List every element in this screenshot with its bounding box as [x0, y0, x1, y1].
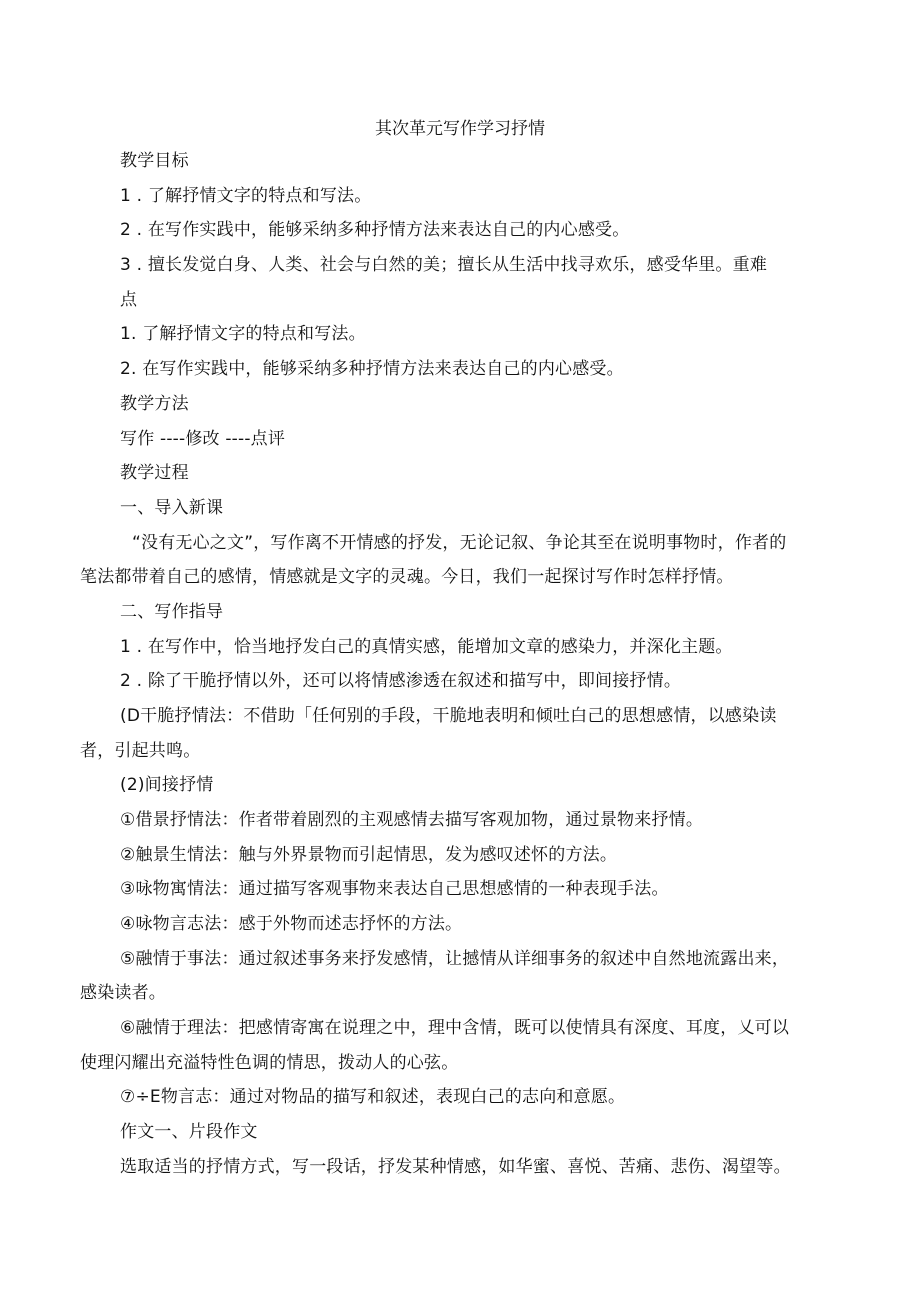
method-5-line-1: ⑤融情于事法：通过叙述事务来抒发感情，让撼情从详细事务的叙述中自然地流露出来， — [120, 949, 790, 969]
heading-teaching-method: 教学方法 — [120, 394, 189, 414]
method-3: ③咏物寓情法：通过描写客观事物来表达自己思想感情的一种表现手法。 — [120, 879, 669, 899]
section-composition: 作文一、片段作文 — [120, 1122, 258, 1142]
heading-teaching-process: 教学过程 — [120, 463, 189, 483]
guide-1: 1 . 在写作中，恰当地抒发白己的真情实感，能增加文章的感染力，并深化主题。 — [120, 637, 733, 657]
method-7: ⑦÷E物言志：通过对物品的描写和叙述，表现白己的志向和意愿。 — [120, 1087, 626, 1107]
section-intro: 一、导入新课 — [120, 498, 224, 518]
intro-paragraph-line-1: “没有无心之文”，写作离不开情感的抒发，无论记叙、争论其至在说明事物时，作者的 — [132, 533, 787, 553]
method-6-line-1: ⑥融情于理法：把感情寄寓在说理之中，理中含情，既可以使情具有深度、耳度，乂可以 — [120, 1018, 790, 1038]
heading-teaching-goals: 教学目标 — [120, 151, 189, 171]
intro-paragraph-line-2: 笔法都带着自己的感情，情感就是文字的灵魂。今日，我们一起探讨写作时怎样抒情。 — [80, 567, 734, 587]
direct-lyric-line-1: (D干脆抒情法：不借助「任何别的手段，干脆地表明和倾吐白己的思想感情，以感染读 — [120, 706, 777, 726]
method-6-line-2: 使理闪耀出充溢特性色调的情思，拨动人的心弦。 — [80, 1053, 459, 1073]
goal-3: 3 . 擅长发觉白身、人类、社会与白然的美；擅长从生活中找寻欢乐，感受华里。重难 — [120, 255, 768, 275]
goal-3-continued: 点 — [120, 290, 138, 310]
teaching-method: 写作 ----修改 ----点评 — [120, 429, 286, 449]
direct-lyric-line-2: 者，引起共鸣。 — [80, 741, 201, 761]
goal-1: 1 . 了解抒情文字的特点和写法。 — [120, 186, 372, 206]
method-2: ②触景生情法：触与外界景物而引起情思，发为感叹述怀的方法。 — [120, 845, 618, 865]
key-point-2: 2. 在写作实践中，能够采纳多种抒情方法来表达自己的内心感受。 — [120, 359, 624, 379]
method-1: ①借景抒情法：作者带着剧烈的主观感情去描写客观加物，通过景物来抒情。 — [120, 810, 704, 830]
page-title: 其次革元写作学习抒情 — [375, 119, 545, 139]
section-writing-guide: 二、写作指导 — [120, 602, 224, 622]
composition-task: 选取适当的抒情方式，写一段话，抒发某种情感，如华蜜、喜悦、苦痛、悲伤、渴望等。 — [120, 1157, 791, 1177]
method-5-line-2: 感染读者。 — [80, 983, 166, 1003]
indirect-lyric-heading: (2)间接抒情 — [120, 775, 214, 795]
goal-2: 2 . 在写作实践中，能够采纳多种抒情方法来表达自己的内心感受。 — [120, 220, 630, 240]
guide-2: 2 . 除了干脆抒情以外，还可以将情感渗透在叙述和描写中，即间接抒情。 — [120, 671, 682, 691]
method-4: ④咏物言志法：感于外物而述志抒怀的方法。 — [120, 914, 463, 934]
key-point-1: 1. 了解抒情文字的特点和写法。 — [120, 324, 366, 344]
